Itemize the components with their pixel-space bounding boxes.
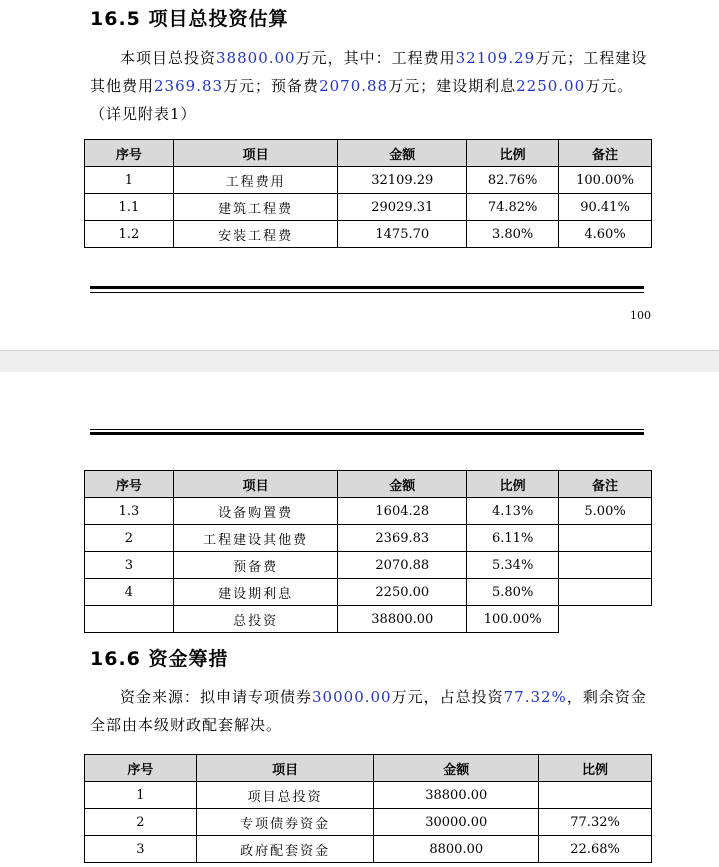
column-header: 比例 — [539, 755, 652, 782]
cell: 29029.31 — [338, 194, 467, 221]
text: ，剩余资金全部由本级财政配套解决。 — [90, 688, 647, 734]
text: 万元。（详见附表1） — [90, 77, 634, 123]
cell: 1 — [85, 782, 197, 809]
cell: 100.00% — [559, 167, 652, 194]
cell: 32109.29 — [338, 167, 467, 194]
cell: 1.1 — [85, 194, 174, 221]
cell: 5.34% — [467, 552, 559, 579]
table-row — [85, 579, 652, 606]
column-header: 比例 — [467, 471, 559, 498]
interest-value: 2250.00 — [516, 77, 586, 95]
cell: 30000.00 — [374, 809, 539, 836]
cell: 4 — [85, 579, 174, 606]
cell: 5.80% — [467, 579, 559, 606]
investment-table-part-1 — [84, 139, 652, 248]
cell: 6.11% — [467, 525, 559, 552]
document-page-2 — [0, 372, 719, 867]
cell: 设备购置费 — [173, 498, 338, 525]
cell: 1.2 — [85, 221, 174, 248]
cell: 2 — [85, 809, 197, 836]
cell: 2369.83 — [338, 525, 467, 552]
column-header: 金额 — [374, 755, 539, 782]
table-header-row — [85, 471, 652, 498]
cell: 38800.00 — [374, 782, 539, 809]
column-header: 项目 — [196, 755, 374, 782]
cell: 90.41% — [559, 194, 652, 221]
cell: 1604.28 — [338, 498, 467, 525]
column-header: 序号 — [85, 471, 174, 498]
cell — [559, 525, 652, 552]
engineering-cost-value: 32109.29 — [455, 49, 536, 67]
cell: 5.00% — [559, 498, 652, 525]
funding-table — [84, 754, 652, 863]
reserve-fund-value: 2070.88 — [319, 77, 389, 95]
cell: 3 — [85, 836, 197, 863]
cell: 2070.88 — [338, 552, 467, 579]
investment-paragraph — [90, 44, 648, 128]
cell: 项目总投资 — [196, 782, 374, 809]
cell: 1.3 — [85, 498, 174, 525]
header-rule-thick — [90, 432, 644, 435]
cell: 预备费 — [173, 552, 338, 579]
section-heading-16-5: 16.5 项目总投资估算 — [90, 8, 289, 30]
text: 资金来源：拟申请专项债券 — [120, 688, 313, 706]
cell: 4.13% — [467, 498, 559, 525]
table-row — [85, 498, 652, 525]
cell — [559, 552, 652, 579]
cell: 2 — [85, 525, 174, 552]
cell: 工程建设其他费 — [173, 525, 338, 552]
column-header: 备注 — [559, 140, 652, 167]
document-page-1 — [0, 0, 719, 350]
table-row — [85, 782, 652, 809]
column-header: 备注 — [559, 471, 652, 498]
cell: 3.80% — [467, 221, 559, 248]
column-header: 项目 — [173, 140, 338, 167]
cell: 82.76% — [467, 167, 559, 194]
table-row — [85, 167, 652, 194]
header-rule-thin — [90, 429, 644, 430]
table-row — [85, 836, 652, 863]
cell — [559, 579, 652, 606]
table-row — [85, 221, 652, 248]
text: 万元；建设期利息 — [388, 77, 517, 95]
table-header-row — [85, 140, 652, 167]
cell: 3 — [85, 552, 174, 579]
column-header: 比例 — [467, 140, 559, 167]
cell — [85, 606, 174, 633]
page-number: 100 — [630, 309, 651, 322]
investment-table-part-2 — [84, 470, 652, 633]
cell: 1 — [85, 167, 174, 194]
table-row — [85, 525, 652, 552]
table-header-row — [85, 755, 652, 782]
special-bond-value: 30000.00 — [312, 688, 392, 706]
column-header: 金额 — [338, 471, 467, 498]
text: 万元；预备费 — [223, 77, 320, 95]
cell: 4.60% — [559, 221, 652, 248]
funding-paragraph — [90, 683, 648, 739]
footer-rule-thin — [90, 292, 644, 293]
text: 万元，其中：工程费用 — [295, 49, 456, 67]
column-header: 序号 — [85, 140, 174, 167]
text: 万元；工程建设其他费用 — [90, 49, 648, 95]
other-cost-value: 2369.83 — [154, 77, 224, 95]
section-heading-16-6: 16.6 资金筹措 — [90, 648, 229, 670]
column-header: 金额 — [338, 140, 467, 167]
cell: 100.00% — [467, 606, 559, 633]
cell: 安装工程费 — [173, 221, 338, 248]
cell: 政府配套资金 — [196, 836, 374, 863]
text: 本项目总投资 — [120, 49, 217, 67]
footer-rule-thick — [90, 286, 644, 289]
cell: 工程费用 — [173, 167, 338, 194]
cell: 建设期利息 — [173, 579, 338, 606]
column-header: 序号 — [85, 755, 197, 782]
text: 万元，占总投资 — [391, 688, 504, 706]
cell: 2250.00 — [338, 579, 467, 606]
bond-share-value: 77.32% — [503, 688, 567, 706]
column-header: 项目 — [173, 471, 338, 498]
cell: 专项债券资金 — [196, 809, 374, 836]
cell: 22.68% — [539, 836, 652, 863]
table-row — [85, 552, 652, 579]
table-total-row — [85, 606, 652, 633]
cell — [539, 782, 652, 809]
table-row — [85, 809, 652, 836]
cell: 8800.00 — [374, 836, 539, 863]
table-row — [85, 194, 652, 221]
cell: 38800.00 — [338, 606, 467, 633]
cell: 1475.70 — [338, 221, 467, 248]
cell: 总投资 — [173, 606, 338, 633]
total-investment-value: 38800.00 — [216, 49, 296, 67]
page-separator — [0, 350, 719, 374]
cell: 77.32% — [539, 809, 652, 836]
cell: 建筑工程费 — [173, 194, 338, 221]
cell — [559, 606, 652, 633]
cell: 74.82% — [467, 194, 559, 221]
